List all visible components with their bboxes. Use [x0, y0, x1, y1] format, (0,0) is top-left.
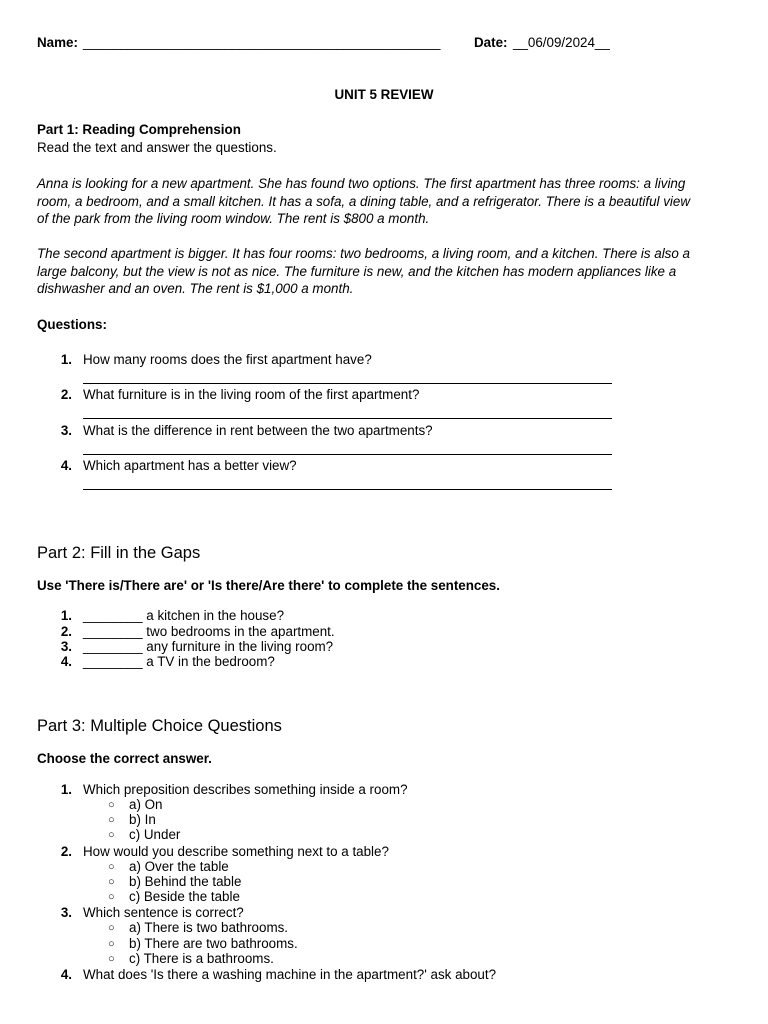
page-title: UNIT 5 REVIEW: [334, 87, 434, 102]
radio-circle-icon[interactable]: ○: [108, 938, 115, 950]
radio-circle-icon[interactable]: ○: [108, 829, 115, 841]
question-number: 4.: [60, 458, 72, 473]
radio-circle-icon[interactable]: ○: [108, 814, 115, 826]
question-number: 3.: [60, 905, 72, 920]
date-label: Date:: [474, 35, 508, 50]
part3-heading: Part 3: Multiple Choice Questions: [37, 717, 282, 735]
radio-circle-icon[interactable]: ○: [108, 876, 115, 888]
gap-blank[interactable]: ________: [83, 654, 143, 669]
answer-line[interactable]: [83, 418, 612, 419]
question-text: Which apartment has a better view?: [83, 458, 297, 473]
question-number: 2.: [60, 387, 72, 402]
answer-line[interactable]: [83, 383, 612, 384]
questions-label: Questions:: [37, 317, 107, 332]
answer-option[interactable]: c) Under: [129, 827, 181, 842]
question-text: How would you describe something next to a table?: [83, 844, 389, 859]
radio-circle-icon[interactable]: ○: [108, 799, 115, 811]
reading-paragraph-2: The second apartment is bigger. It has four rooms: two bedrooms, a living room, and a kitchen. There is also a large balcony, but the view is not as nice. The furniture is new, and the kitchen has modern appliances like a dishwasher and an oven. The rent is $1,000 a month.: [37, 246, 690, 296]
date-value[interactable]: __06/09/2024__: [513, 35, 610, 50]
list-item: ________ any furniture in the living room?: [83, 639, 334, 654]
radio-circle-icon[interactable]: ○: [108, 861, 115, 873]
item-number: 4.: [60, 654, 72, 669]
radio-circle-icon[interactable]: ○: [108, 922, 115, 934]
answer-option[interactable]: a) On: [129, 797, 163, 812]
question-number: 1.: [60, 782, 72, 797]
name-line[interactable]: ________________________________________________: [83, 35, 441, 50]
question-number: 2.: [60, 844, 72, 859]
name-label: Name:: [37, 35, 78, 50]
item-number: 3.: [60, 639, 72, 654]
answer-option[interactable]: c) There is a bathrooms.: [129, 951, 274, 966]
question-text: What does 'Is there a washing machine in the apartment?' ask about?: [83, 967, 497, 982]
answer-option[interactable]: c) Beside the table: [129, 889, 240, 904]
list-item: ________ two bedrooms in the apartment.: [83, 624, 335, 639]
question-text: How many rooms does the first apartment have?: [83, 352, 372, 367]
question-number: 4.: [60, 967, 72, 982]
answer-option[interactable]: b) Behind the table: [129, 874, 242, 889]
answer-line[interactable]: [83, 489, 612, 490]
gap-blank[interactable]: ________: [83, 639, 143, 654]
answer-option[interactable]: b) There are two bathrooms.: [129, 936, 298, 951]
part2-heading: Part 2: Fill in the Gaps: [37, 544, 201, 562]
answer-option[interactable]: b) In: [129, 812, 156, 827]
question-number: 1.: [60, 352, 72, 367]
answer-option[interactable]: a) Over the table: [129, 859, 229, 874]
question-text: What is the difference in rent between the two apartments?: [83, 423, 433, 438]
gap-blank[interactable]: ________: [83, 624, 143, 639]
list-item: ________ a kitchen in the house?: [83, 608, 285, 623]
list-item: ________ a TV in the bedroom?: [83, 654, 275, 669]
item-number: 1.: [60, 608, 72, 623]
reading-paragraph-1: Anna is looking for a new apartment. She has found two options. The first apartment has three rooms: a living room, a bedroom, and a small kitchen. It has a sofa, a dining table, and a refrigerator. There is a beautiful view of the park from the living room window. The rent is $800 a month.: [37, 176, 691, 226]
part2-instruction: Use 'There is/There are' or 'Is there/Are there' to complete the sentences.: [37, 578, 500, 593]
part1-heading: Part 1: Reading Comprehension: [37, 122, 241, 137]
answer-line[interactable]: [83, 454, 612, 455]
question-text: Which preposition describes something inside a room?: [83, 782, 408, 797]
question-text: Which sentence is correct?: [83, 905, 244, 920]
question-number: 3.: [60, 423, 72, 438]
radio-circle-icon[interactable]: ○: [108, 891, 115, 903]
item-number: 2.: [60, 624, 72, 639]
part3-instruction: Choose the correct answer.: [37, 751, 212, 766]
gap-blank[interactable]: ________: [83, 608, 143, 623]
answer-option[interactable]: a) There is two bathrooms.: [129, 920, 289, 935]
radio-circle-icon[interactable]: ○: [108, 953, 115, 965]
question-text: What furniture is in the living room of the first apartment?: [83, 387, 420, 402]
part1-instruction: Read the text and answer the questions.: [37, 140, 277, 155]
